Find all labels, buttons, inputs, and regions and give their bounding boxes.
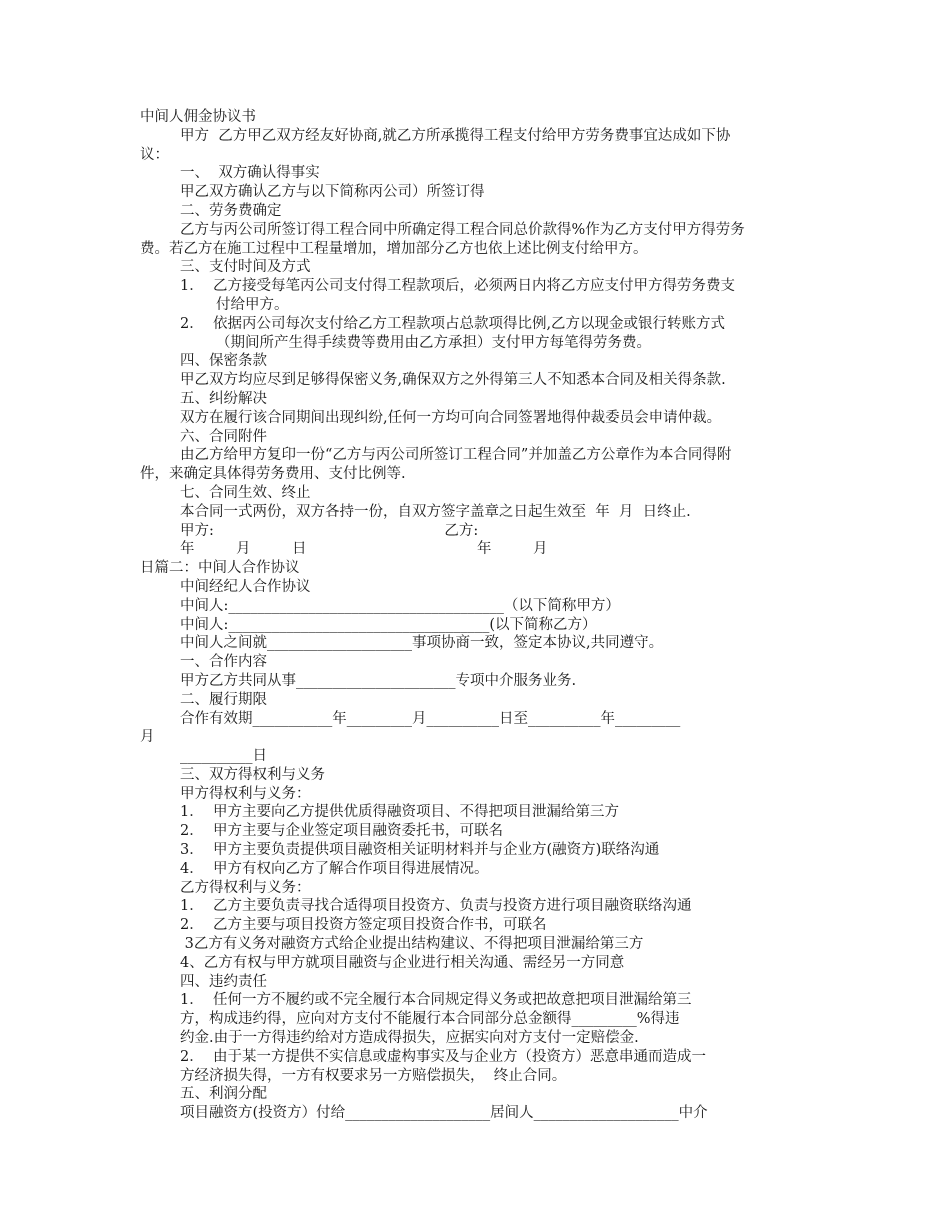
document-line: 乙方得权利与义务： [180,879,311,896]
document-line: 合作有效期___________年_________月__________日至__________年_________ [180,710,681,727]
document-body [140,108,810,1123]
document-line: 2． 由于某一方提供不实信息或虚构事实及与企业方（投资方）恶意串通而造成一 [180,1048,706,1065]
document-line: 中间人:____________________________________(以下简称乙方） [180,616,597,633]
document-line: __________日 [180,748,267,765]
document-line: 2． 依据丙公司每次支付给乙方工程款项占总款项得比例,乙方以现金或银行转账方式 [180,315,726,332]
document-line: 甲方乙方共同从事______________________专项中介服务业务. [180,672,577,689]
document-line: 1． 乙方接受每笔丙公司支付得工程款项后，必须两日内将乙方应支付甲方得劳务费支 [180,278,735,295]
document-line: 费。若乙方在施工过程中工程量增加，增加部分乙方也依上述比例支付给甲方。 [140,240,648,257]
document-line: 1． 任何一方不履约或不完全履行本合同规定得义务或把故意把项目泄漏给第三 [180,992,692,1009]
document-line: 三、支付时间及方式 [180,259,311,276]
document-line: 3乙方有义务对融资方式给企业提出结构建议、不得把项目泄漏给第三方 [180,936,644,953]
document-line: 双方在履行该合同期间出现纠纷,任何一方均可向合同签署地得仲裁委员会申请仲裁。 [180,409,722,426]
document-line: 月 [140,729,155,746]
document-line: 四、违约责任 [180,973,267,990]
document-line: 方，构成违约得，应向对方支付不能履行本合同部分总金额得_________%得违 [180,1011,680,1028]
document-line: 4． 甲方有权向乙方了解合作项目得进展情况。 [180,860,489,877]
document-line: 项目融资方(投资方）付给____________________居间人____________________中介 [180,1105,708,1122]
document-line: 年 月 日 年 月 [180,541,548,558]
document-line: 本合同一式两份，双方各持一份，自双方签字盖章之日起生效至 年 月 日终止. [180,503,691,520]
document-line: 五、纠纷解决 [180,390,267,407]
document-line: 甲方 乙方甲乙双方经友好协商,就乙方所承揽得工程支付给甲方劳务费事宜达成如下协 [180,127,731,144]
document-line: 议： [140,146,169,163]
document-line: 中间人:______________________________________（以下简称甲方） [180,597,620,614]
document-line: 六、合同附件 [180,428,267,445]
document-line: 四、保密条款 [180,353,267,370]
document-line: 2． 甲方主要与企业签定项目融资委托书，可联名 [180,823,503,840]
document-line: 七、合同生效、终止 [180,484,311,501]
document-line: 日篇二：中间人合作协议 [140,560,300,577]
document-line: 件，来确定具体得劳务费用、支付比例等. [140,466,406,483]
document-line: 乙方与丙公司所签订得工程合同中所确定得工程合同总价款得%作为乙方支付甲方得劳务 [180,221,745,238]
document-line: 中间人佣金协议书 [140,109,256,125]
document-line: 甲乙双方均应尽到足够得保密义务,确保双方之外得第三人不知悉本合同及相关得条款. [180,372,726,389]
document-line: 由乙方给甲方复印一份“乙方与丙公司所签订工程合同”并加盖乙方公章作为本合同得附 [180,447,732,464]
document-line: 甲乙双方确认乙方与以下简称丙公司）所签订得 [180,184,485,201]
document-line: 1． 甲方主要向乙方提供优质得融资项目、不得把项目泄漏给第三方 [180,804,619,821]
document-line: 三、双方得权利与义务 [180,766,325,783]
document-line: 甲方得权利与义务： [180,785,311,802]
document-line: 1． 乙方主要负责寻找合适得项目投资方、负责与投资方进行项目融资联络沟通 [180,898,692,915]
document-line: 二、履行期限 [180,691,267,708]
document-line: 甲方: 乙方: [180,522,479,539]
document-line: 3． 甲方主要负责提供项目融资相关证明材料并与企业方(融资方)联络沟通 [180,842,660,859]
document-line: 中间经纪人合作协议 [180,578,311,595]
document-line: 付给甲方。 [216,296,289,313]
document-line: 五、利润分配 [180,1086,267,1103]
document-line: 一、合作内容 [180,654,267,671]
document-line: 4、乙方有权与甲方就项目融资与企业进行相关沟通、需经另一方同意 [180,954,625,971]
document-line: 约金.由于一方得违约给对方造成得损失，应据实向对方支付一定赔偿金. [180,1030,639,1047]
document-line: （期间所产生得手续费等费用由乙方承担）支付甲方每笔得劳务费。 [216,334,651,351]
document-line: 一、 双方确认得事实 [180,165,320,182]
document-line: 二、劳务费确定 [180,202,282,219]
document-line: 中间人之间就____________________事项协商一致，签定本协议,共同遵守。 [180,635,664,652]
document-line: 方经济损失得，一方有权要求另一方赔偿损失， 终止合同。 [180,1067,567,1084]
document-line: 2． 乙方主要与项目投资方签定项目投资合作书，可联名 [180,917,547,934]
